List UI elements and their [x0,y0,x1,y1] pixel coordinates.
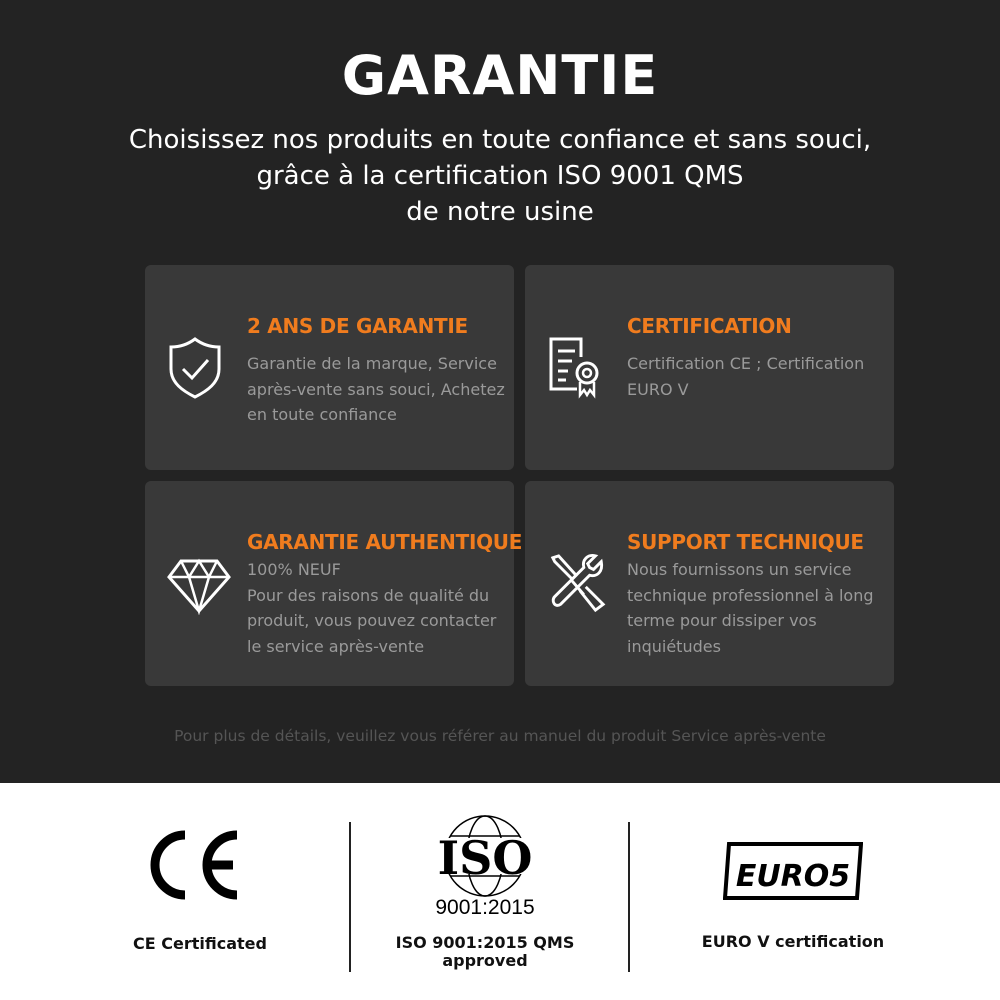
cert-label: CE Certificated [133,934,267,953]
divider [628,822,630,972]
card-warranty [145,265,514,470]
euro5-text: EURO5 [735,859,851,894]
card-title: 2 ANS DE GARANTIE [247,314,468,338]
subtitle [0,122,1000,230]
tools-icon [547,551,609,615]
card-title: SUPPORT TECHNIQUE [627,530,864,554]
cert-label: EURO V certification [701,932,885,951]
iso-logo [430,808,540,918]
subtitle-line: grâce à la certification ISO 9001 QMS [256,161,744,191]
card-text: Garantie de la marque, Service après-vente sans souci, Achetez en toute confiance [247,354,505,424]
card-text-line: Pour des raisons de qualité du produit, vous pouvez contacter le service après-vente [247,585,497,656]
card-authentic [145,481,523,686]
footnote: Pour plus de détails, veuillez vous référer au manuel du produit Service après-vente [174,727,826,745]
page-title: GARANTIE [341,44,659,107]
card-support [525,481,894,686]
diamond-icon [167,551,231,615]
card-text-line: 100% NEUF [247,560,341,579]
cert-label-line: approved [442,951,528,970]
certificate-icon [547,335,603,399]
card-text [247,557,512,659]
shield-check-icon [167,335,223,399]
card-text: Nous fournissons un service technique professionnel à long terme pour dissiper vos inquiétudes [627,560,874,656]
iso-sub: 9001:2015 [435,896,535,918]
card-title: GARANTIE AUTHENTIQUE [247,530,523,554]
card-text: Certification CE ; Certification EURO V [627,354,865,399]
subtitle-line: Choisissez nos produits en toute confiance et sans souci, [128,125,872,155]
cert-label [345,934,625,970]
card-certification [525,265,894,470]
iso-text: ISO [437,831,533,885]
subtitle-line: de notre usine [406,197,594,227]
cert-label-line: ISO 9001:2015 QMS [395,933,575,952]
ce-logo [145,830,245,900]
euro5-logo [723,842,863,900]
card-title: CERTIFICATION [627,314,792,338]
